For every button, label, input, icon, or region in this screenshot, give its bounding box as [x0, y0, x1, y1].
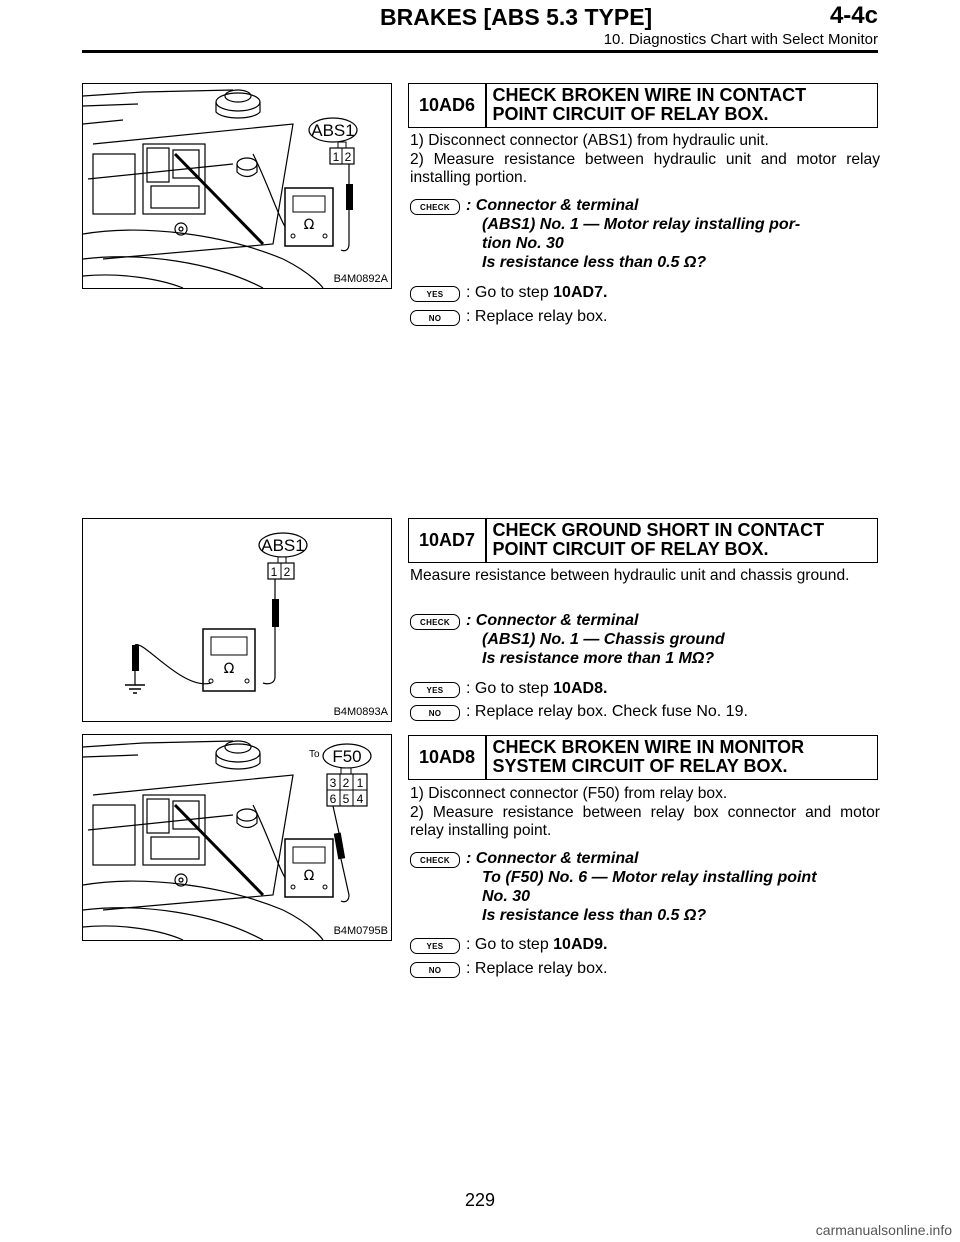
- pin-label: 1: [270, 565, 278, 579]
- pin-label: 3: [329, 776, 337, 790]
- step-instructions: 1) Disconnect connector (ABS1) from hydraulic unit. 2) Measure resistance between hydraulic unit and motor relay installing portion.: [410, 132, 880, 186]
- step-header-10ad8: [408, 735, 878, 780]
- check-item: CHECK : Connector & terminal To (F50) No. 6 — Motor relay installing point No. 30 Is resistance less than 0.5 Ω?: [410, 849, 880, 925]
- watermark-link[interactable]: carmanualsonline.info: [815, 1222, 952, 1238]
- pin-label: 1: [332, 150, 340, 164]
- step-title: CHECK BROKEN WIRE IN CONTACT POINT CIRCUIT OF RELAY BOX.: [492, 85, 807, 124]
- page-header-title: BRAKES [ABS 5.3 TYPE]: [380, 4, 653, 30]
- header-rule: [82, 50, 878, 53]
- check-badge-icon: CHECK: [410, 852, 460, 868]
- goto-step-link[interactable]: 10AD7.: [553, 284, 608, 301]
- check-badge-icon: CHECK: [410, 199, 460, 215]
- pin-label: 6: [329, 792, 337, 806]
- yes-answer: YES : Go to step 10AD7.: [410, 283, 607, 302]
- yes-badge-icon: YES: [410, 286, 460, 302]
- step-header-10ad7: [408, 518, 878, 563]
- connector-prefix: To: [309, 749, 320, 760]
- yes-badge-icon: YES: [410, 938, 460, 954]
- connector-label-f50: F50: [332, 747, 362, 766]
- goto-step-link[interactable]: 10AD9.: [553, 936, 608, 953]
- pin-label: 4: [356, 792, 364, 806]
- svg-text:Ω: Ω: [303, 217, 315, 233]
- figure-id: B4M0893A: [333, 706, 388, 718]
- yes-answer: YES : Go to step 10AD9.: [410, 935, 607, 954]
- pin-label: 2: [342, 776, 350, 790]
- no-badge-icon: NO: [410, 962, 460, 978]
- no-badge-icon: NO: [410, 310, 460, 326]
- step-number: 10AD7: [418, 530, 476, 550]
- step-title: CHECK BROKEN WIRE IN MONITOR SYSTEM CIRCUIT OF RELAY BOX.: [492, 737, 805, 776]
- step-header-10ad6: [408, 83, 878, 128]
- step-number: 10AD8: [418, 747, 476, 767]
- goto-step-link[interactable]: 10AD8.: [553, 680, 608, 697]
- check-item: CHECK : Connector & terminal (ABS1) No. 1 — Motor relay installing por- tion No. 30 Is resistance less than 0.5 Ω?: [410, 196, 880, 272]
- section-subtitle: 10. Diagnostics Chart with Select Monitor: [603, 31, 878, 48]
- relay-box-illustration: [83, 84, 391, 288]
- relay-connector-illustration: [83, 735, 391, 940]
- pin-label: 1: [356, 776, 364, 790]
- connector-label-abs1: ABS1: [261, 536, 305, 555]
- no-answer: NO : Replace relay box.: [410, 959, 607, 978]
- check-item: CHECK : Connector & terminal (ABS1) No. 1 — Chassis ground Is resistance more than 1 MΩ?: [410, 611, 880, 668]
- pin-label: 2: [283, 565, 291, 579]
- connector-label-abs1: ABS1: [311, 121, 355, 140]
- pin-label: 2: [344, 150, 352, 164]
- figure-id: B4M0795B: [333, 925, 388, 937]
- figure-relay-box-f50: [82, 734, 392, 941]
- check-badge-icon: CHECK: [410, 614, 460, 630]
- figure-chassis-ground: [82, 518, 392, 722]
- section-number: 4-4c: [829, 2, 878, 29]
- yes-badge-icon: YES: [410, 682, 460, 698]
- figure-relay-box-abs1: [82, 83, 392, 289]
- ground-test-illustration: [83, 519, 391, 721]
- yes-answer: YES : Go to step 10AD8.: [410, 679, 607, 698]
- svg-text:Ω: Ω: [223, 661, 235, 677]
- step-instructions: Measure resistance between hydraulic unit and chassis ground.: [410, 567, 850, 584]
- step-number: 10AD6: [418, 95, 476, 115]
- page-number: 229: [464, 1190, 496, 1210]
- pin-label: 5: [342, 792, 350, 806]
- no-answer: NO : Replace relay box.: [410, 307, 607, 326]
- step-instructions: 1) Disconnect connector (F50) from relay box. 2) Measure resistance between relay box connector and motor relay installing point.: [410, 785, 880, 839]
- no-answer: NO : Replace relay box. Check fuse No. 19.: [410, 702, 748, 721]
- no-badge-icon: NO: [410, 705, 460, 721]
- step-title: CHECK GROUND SHORT IN CONTACT POINT CIRCUIT OF RELAY BOX.: [492, 520, 825, 559]
- figure-id: B4M0892A: [333, 273, 388, 285]
- svg-text:Ω: Ω: [303, 868, 315, 884]
